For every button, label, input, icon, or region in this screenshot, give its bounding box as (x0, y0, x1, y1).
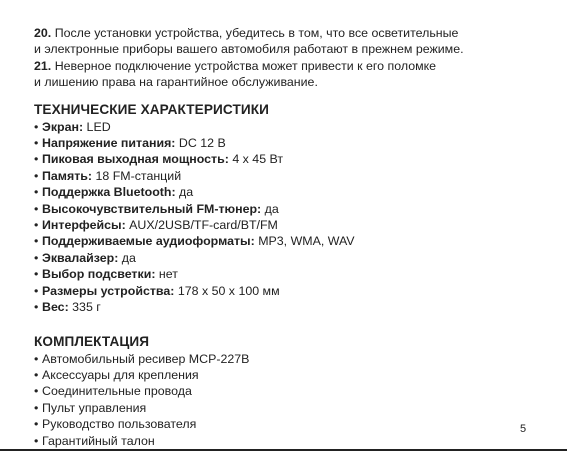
spec-value: DC 12 В (178, 136, 226, 151)
spec-key: Пиковая выходная мощность: (42, 152, 229, 167)
bullet: • (34, 218, 39, 233)
page-number: 5 (520, 423, 527, 435)
kit-item (34, 367, 534, 383)
kit-list (34, 351, 534, 449)
spec-item-screen (34, 119, 534, 135)
bullet: • (34, 351, 39, 366)
spec-item-memory (34, 168, 534, 184)
kit-item (34, 416, 534, 432)
bullet: • (34, 168, 39, 183)
paragraph-number: 21. (34, 58, 52, 73)
bullet: • (34, 152, 39, 167)
spec-key: Интерфейсы: (42, 218, 126, 233)
spec-item-equalizer (34, 250, 534, 266)
kit-item-label: Гарантийный талон (42, 433, 155, 448)
bullet: • (34, 234, 39, 249)
bullet: • (34, 267, 39, 282)
paragraph-20 (34, 25, 534, 58)
specs-title: ТЕХНИЧЕСКИЕ ХАРАКТЕРИСТИКИ (34, 101, 270, 117)
kit-item-label: Руководство пользователя (42, 417, 197, 432)
spec-item-audio-formats (34, 233, 534, 249)
spec-key: Экран: (42, 119, 84, 134)
bullet: • (34, 367, 39, 382)
page-content (34, 25, 534, 449)
kit-item-label: Пульт управления (42, 400, 147, 415)
spec-item-dimensions (34, 283, 534, 299)
paragraph-21 (34, 58, 534, 91)
bullet: • (34, 300, 39, 315)
spec-key: Поддержка Bluetooth: (42, 185, 176, 200)
spec-value: 18 FM-станций (95, 168, 182, 183)
bullet: • (34, 136, 39, 151)
paragraph-text: Неверное подключение устройства может привести к его поломке (54, 58, 437, 73)
bullet: • (34, 433, 39, 448)
spec-item-weight (34, 299, 534, 315)
bullet: • (34, 119, 39, 134)
spec-item-fm-tuner (34, 201, 534, 217)
spec-value: да (264, 201, 279, 216)
spec-value: LED (86, 119, 111, 134)
spec-value: 178 х 50 х 100 мм (177, 283, 280, 298)
spec-value: да (179, 185, 194, 200)
kit-item (34, 351, 534, 367)
bottom-rule (0, 449, 567, 451)
spec-key: Размеры устройства: (42, 283, 175, 298)
bullet: • (34, 201, 39, 216)
kit-title: КОМПЛЕКТАЦИЯ (34, 333, 150, 349)
kit-item-label: Соединительные провода (42, 384, 192, 399)
paragraph-text: и электронные приборы вашего автомобиля работают в прежнем режиме. (34, 42, 464, 57)
spec-value: MP3, WMA, WAV (258, 234, 355, 249)
spec-value: AUX/2USB/TF-card/BT/FM (129, 218, 278, 233)
spec-key: Высокочувствительный FM-тюнер: (42, 201, 262, 216)
kit-item (34, 383, 534, 399)
spec-key: Вес: (42, 300, 69, 315)
spec-key: Выбор подсветки: (42, 267, 156, 282)
bullet: • (34, 185, 39, 200)
bullet: • (34, 417, 39, 432)
spec-value: 335 г (72, 300, 101, 315)
kit-item-label: Автомобильный ресивер MCP-227B (42, 351, 250, 366)
spec-item-interfaces (34, 217, 534, 233)
kit-item (34, 400, 534, 416)
paragraph-text: После установки устройства, убедитесь в том, что все осветительные (54, 26, 459, 40)
kit-item-label: Аксессуары для крепления (42, 367, 199, 382)
bullet: • (34, 250, 39, 265)
spec-key: Поддерживаемые аудиоформаты: (42, 234, 255, 249)
specs-list (34, 119, 534, 316)
paragraph-text: и лишению права на гарантийное обслуживание. (34, 75, 318, 90)
bullet: • (34, 283, 39, 298)
spec-item-peak-power (34, 151, 534, 167)
paragraph-number: 20. (34, 26, 52, 40)
kit-item (34, 433, 534, 449)
bullet: • (34, 384, 39, 399)
spec-value: да (121, 250, 136, 265)
spec-key: Память: (42, 168, 93, 183)
bullet: • (34, 400, 39, 415)
spec-key: Напряжение питания: (42, 136, 176, 151)
spec-item-backlight (34, 266, 534, 282)
spec-value: 4 х 45 Вт (232, 152, 284, 167)
spec-value: нет (158, 267, 178, 282)
spec-item-voltage (34, 135, 534, 151)
spec-item-bluetooth (34, 184, 534, 200)
spec-key: Эквалайзер: (42, 250, 119, 265)
